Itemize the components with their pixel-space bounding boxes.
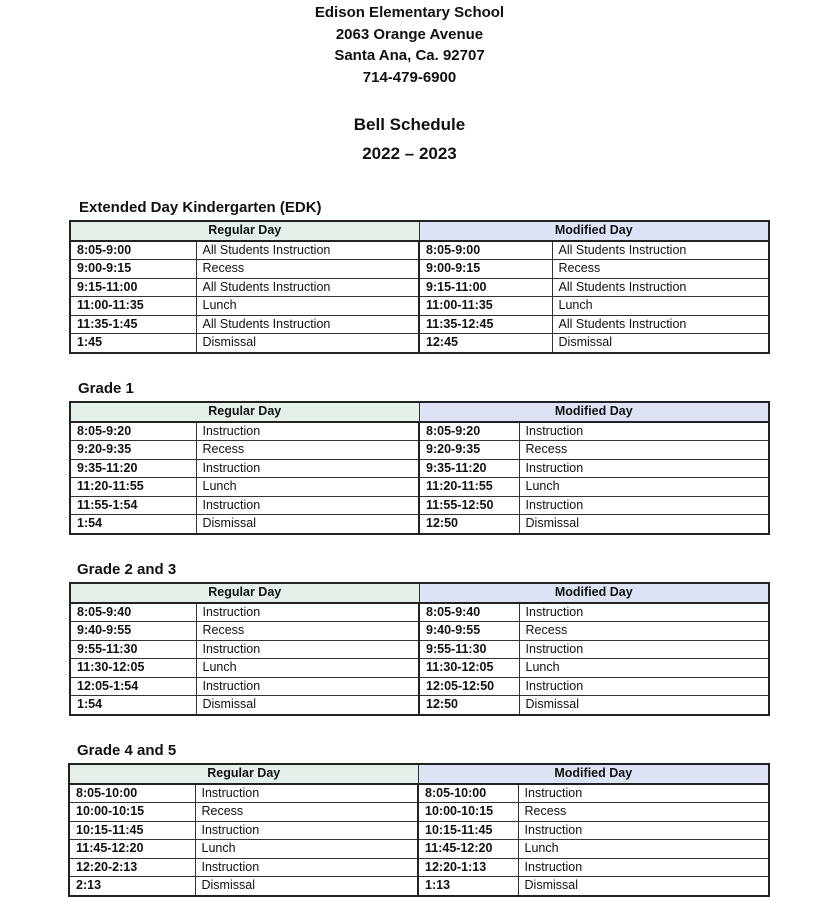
table-row xyxy=(70,241,769,260)
modified-time-cell: 9:40-9:55 xyxy=(419,622,519,641)
regular-activity-cell: Instruction xyxy=(196,640,419,659)
modified-activity-cell: Lunch xyxy=(519,478,769,497)
document-title-block xyxy=(0,110,819,168)
regular-time-cell: 9:20-9:35 xyxy=(70,441,196,460)
modified-day-header: Modified Day xyxy=(419,583,769,603)
modified-time-cell: 10:00-10:15 xyxy=(418,803,518,822)
modified-time-cell: 8:05-9:20 xyxy=(419,422,519,441)
modified-time-cell: 12:05-12:50 xyxy=(419,677,519,696)
regular-day-header: Regular Day xyxy=(69,764,418,784)
regular-time-cell: 9:55-11:30 xyxy=(70,640,196,659)
table-row xyxy=(70,696,769,715)
regular-time-cell: 9:40-9:55 xyxy=(70,622,196,641)
regular-activity-cell: Instruction xyxy=(196,422,419,441)
regular-activity-cell: Lunch xyxy=(195,840,418,859)
regular-activity-cell: Dismissal xyxy=(196,334,419,353)
regular-activity-cell: All Students Instruction xyxy=(196,315,419,334)
school-header xyxy=(0,2,819,88)
school-phone: 714-479-6900 xyxy=(362,68,457,86)
modified-time-cell: 9:20-9:35 xyxy=(419,441,519,460)
regular-time-cell: 11:30-12:05 xyxy=(70,659,196,678)
modified-time-cell: 11:35-12:45 xyxy=(419,315,552,334)
school-year: 2022 – 2023 xyxy=(362,144,457,163)
modified-time-cell: 12:45 xyxy=(419,334,552,353)
regular-activity-cell: Instruction xyxy=(196,496,419,515)
school-street: 2063 Orange Avenue xyxy=(335,25,484,43)
regular-time-cell: 12:20-2:13 xyxy=(69,858,195,877)
schedule-table xyxy=(69,220,770,354)
modified-activity-cell: Recess xyxy=(519,622,769,641)
modified-activity-cell: Lunch xyxy=(519,659,769,678)
regular-time-cell: 12:05-1:54 xyxy=(70,677,196,696)
table-row xyxy=(70,515,769,534)
modified-time-cell: 12:50 xyxy=(419,515,519,534)
schedule-table xyxy=(68,763,770,897)
modified-time-cell: 11:00-11:35 xyxy=(419,297,552,316)
regular-time-cell: 8:05-10:00 xyxy=(69,784,195,803)
regular-time-cell: 11:35-1:45 xyxy=(70,315,196,334)
modified-activity-cell: Instruction xyxy=(519,459,769,478)
section-title: Grade 1 xyxy=(78,380,134,397)
regular-time-cell: 11:45-12:20 xyxy=(69,840,195,859)
section-title: Grade 4 and 5 xyxy=(77,742,177,759)
table-row xyxy=(70,622,769,641)
regular-day-header: Regular Day xyxy=(70,583,419,603)
regular-activity-cell: Recess xyxy=(196,441,419,460)
modified-time-cell: 11:45-12:20 xyxy=(418,840,518,859)
table-row xyxy=(69,784,769,803)
table-row xyxy=(70,260,769,279)
modified-activity-cell: All Students Instruction xyxy=(552,241,769,260)
modified-time-cell: 8:05-9:40 xyxy=(419,603,519,622)
table-row xyxy=(70,315,769,334)
modified-activity-cell: Dismissal xyxy=(552,334,769,353)
regular-activity-cell: Instruction xyxy=(196,677,419,696)
regular-activity-cell: Instruction xyxy=(196,459,419,478)
table-row xyxy=(70,422,769,441)
modified-time-cell: 10:15-11:45 xyxy=(418,821,518,840)
modified-activity-cell: Instruction xyxy=(519,603,769,622)
modified-activity-cell: Dismissal xyxy=(519,515,769,534)
regular-activity-cell: Recess xyxy=(196,622,419,641)
table-row xyxy=(70,441,769,460)
modified-day-header: Modified Day xyxy=(418,764,769,784)
regular-time-cell: 8:05-9:20 xyxy=(70,422,196,441)
modified-time-cell: 9:35-11:20 xyxy=(419,459,519,478)
modified-activity-cell: Instruction xyxy=(519,422,769,441)
schedule-table xyxy=(69,582,770,716)
regular-time-cell: 1:45 xyxy=(70,334,196,353)
modified-activity-cell: Dismissal xyxy=(519,696,769,715)
modified-activity-cell: Dismissal xyxy=(518,877,769,896)
modified-activity-cell: Recess xyxy=(552,260,769,279)
regular-activity-cell: Instruction xyxy=(195,858,418,877)
regular-time-cell: 1:54 xyxy=(70,515,196,534)
schedule-table xyxy=(69,401,770,535)
modified-activity-cell: All Students Instruction xyxy=(552,315,769,334)
regular-activity-cell: Instruction xyxy=(195,821,418,840)
section-title: Grade 2 and 3 xyxy=(77,561,177,578)
table-row xyxy=(70,640,769,659)
table-row xyxy=(69,821,769,840)
regular-activity-cell: Dismissal xyxy=(195,877,418,896)
school-name: Edison Elementary School xyxy=(314,4,505,21)
modified-activity-cell: Recess xyxy=(518,803,769,822)
table-row xyxy=(70,459,769,478)
regular-time-cell: 8:05-9:40 xyxy=(70,603,196,622)
modified-time-cell: 11:55-12:50 xyxy=(419,496,519,515)
table-row xyxy=(69,840,769,859)
table-row xyxy=(70,496,769,515)
modified-activity-cell: Instruction xyxy=(518,858,769,877)
modified-activity-cell: All Students Instruction xyxy=(552,278,769,297)
regular-time-cell: 9:35-11:20 xyxy=(70,459,196,478)
table-row xyxy=(70,677,769,696)
modified-activity-cell: Lunch xyxy=(552,297,769,316)
regular-activity-cell: All Students Instruction xyxy=(196,241,419,260)
regular-time-cell: 11:55-1:54 xyxy=(70,496,196,515)
regular-activity-cell: All Students Instruction xyxy=(196,278,419,297)
regular-activity-cell: Lunch xyxy=(196,297,419,316)
table-row xyxy=(70,297,769,316)
modified-time-cell: 1:13 xyxy=(418,877,518,896)
regular-activity-cell: Recess xyxy=(196,260,419,279)
regular-time-cell: 10:00-10:15 xyxy=(69,803,195,822)
regular-activity-cell: Lunch xyxy=(196,478,419,497)
regular-time-cell: 2:13 xyxy=(69,877,195,896)
school-city: Santa Ana, Ca. 92707 xyxy=(334,47,485,64)
modified-time-cell: 11:20-11:55 xyxy=(419,478,519,497)
modified-time-cell: 11:30-12:05 xyxy=(419,659,519,678)
modified-time-cell: 8:05-10:00 xyxy=(418,784,518,803)
table-row xyxy=(70,603,769,622)
modified-activity-cell: Instruction xyxy=(519,640,769,659)
regular-activity-cell: Instruction xyxy=(196,603,419,622)
modified-activity-cell: Instruction xyxy=(518,784,769,803)
regular-time-cell: 1:54 xyxy=(70,696,196,715)
modified-time-cell: 9:55-11:30 xyxy=(419,640,519,659)
table-row xyxy=(69,877,769,896)
modified-time-cell: 12:20-1:13 xyxy=(418,858,518,877)
regular-time-cell: 8:05-9:00 xyxy=(70,241,196,260)
regular-activity-cell: Dismissal xyxy=(196,515,419,534)
regular-time-cell: 9:15-11:00 xyxy=(70,278,196,297)
table-row xyxy=(70,659,769,678)
modified-day-header: Modified Day xyxy=(419,402,769,422)
section-title: Extended Day Kindergarten (EDK) xyxy=(79,199,322,216)
table-row xyxy=(69,803,769,822)
regular-activity-cell: Recess xyxy=(195,803,418,822)
regular-time-cell: 10:15-11:45 xyxy=(69,821,195,840)
modified-activity-cell: Instruction xyxy=(519,496,769,515)
page-title: Bell Schedule xyxy=(353,115,466,134)
table-row xyxy=(70,278,769,297)
table-row xyxy=(69,858,769,877)
table-row xyxy=(70,478,769,497)
modified-activity-cell: Instruction xyxy=(518,821,769,840)
modified-activity-cell: Instruction xyxy=(519,677,769,696)
table-row xyxy=(70,334,769,353)
regular-time-cell: 9:00-9:15 xyxy=(70,260,196,279)
regular-day-header: Regular Day xyxy=(70,221,419,241)
modified-day-header: Modified Day xyxy=(419,221,769,241)
modified-activity-cell: Recess xyxy=(519,441,769,460)
regular-activity-cell: Dismissal xyxy=(196,696,419,715)
modified-time-cell: 8:05-9:00 xyxy=(419,241,552,260)
regular-time-cell: 11:20-11:55 xyxy=(70,478,196,497)
modified-time-cell: 12:50 xyxy=(419,696,519,715)
modified-activity-cell: Lunch xyxy=(518,840,769,859)
regular-activity-cell: Instruction xyxy=(195,784,418,803)
regular-day-header: Regular Day xyxy=(70,402,419,422)
regular-time-cell: 11:00-11:35 xyxy=(70,297,196,316)
regular-activity-cell: Lunch xyxy=(196,659,419,678)
modified-time-cell: 9:00-9:15 xyxy=(419,260,552,279)
modified-time-cell: 9:15-11:00 xyxy=(419,278,552,297)
